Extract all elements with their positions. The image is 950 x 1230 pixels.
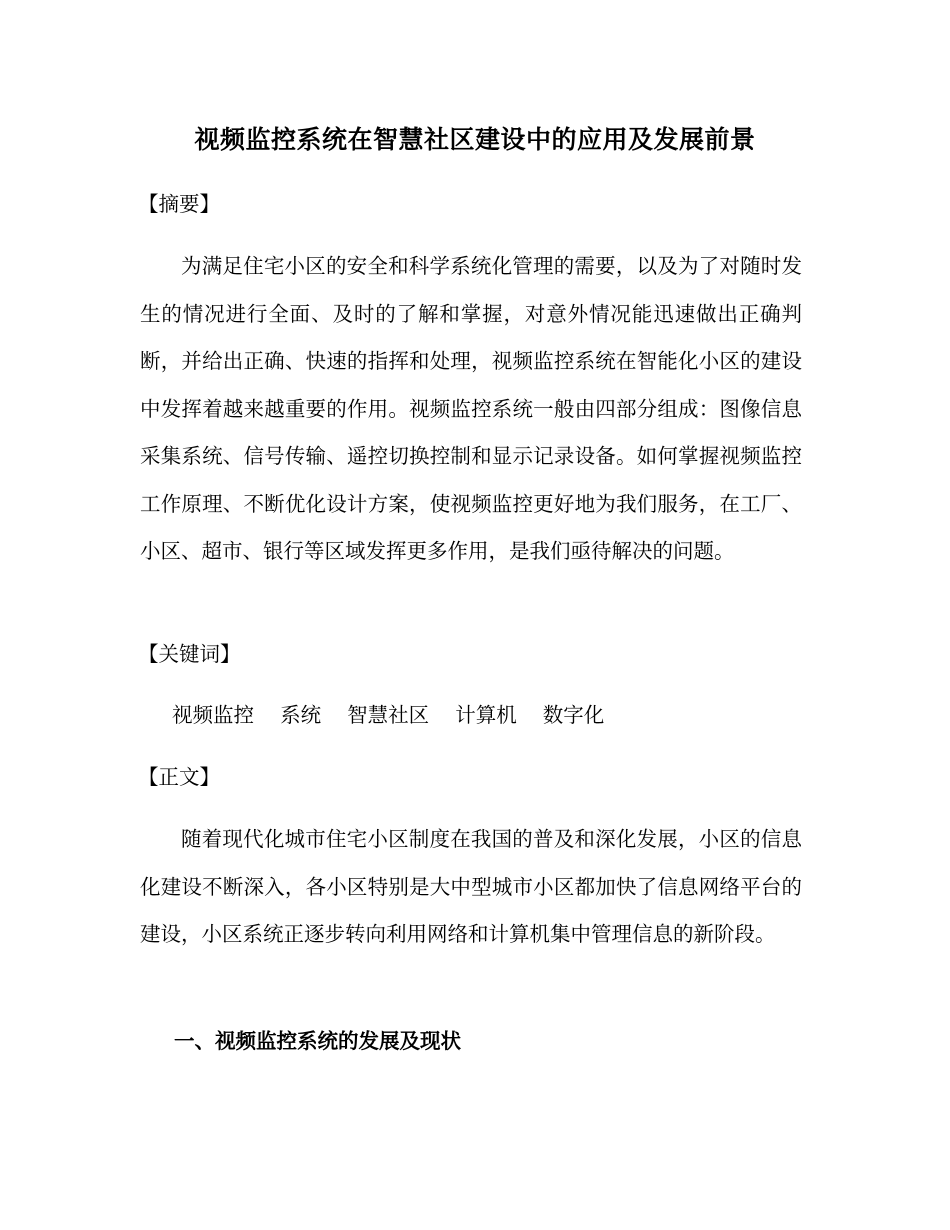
abstract-label: 【摘要】: [138, 192, 220, 216]
document-title: 视频监控系统在智慧社区建设中的应用及发展前景: [194, 125, 756, 154]
keywords-label: 【关键词】: [138, 642, 241, 666]
keywords-list: 视频监控 系统 智慧社区 计算机 数字化: [172, 703, 605, 727]
body-label: 【正文】: [138, 765, 220, 789]
section-heading: 一、视频监控系统的发展及现状: [174, 1029, 461, 1053]
body-paragraph: 随着现代化城市住宅小区制度在我国的普及和深化发展，小区的信息化建设不断深入，各小区特别是大中型城市小区都加快了信息网络平台的建设，小区系统正逐步转向利用网络和计算机集中管理信息的新阶段。: [140, 827, 802, 946]
abstract-paragraph: 为满足住宅小区的安全和科学系统化管理的需要，以及为了对随时发生的情况进行全面、及时的了解和掌握，对意外情况能迅速做出正确判断，并给出正确、快速的指挥和处理，视频监控系统在智能化小区的建设中发挥着越来越重要的作用。视频监控系统一般由四部分组成：图像信息采集系统、信号传输、遥控切换控制和显示记录设备。如何掌握视频监控工作原理、不断优化设计方案，使视频监控更好地为我们服务，在工厂、小区、超市、银行等区域发挥更多作用，是我们亟待解决的问题。: [140, 254, 802, 563]
